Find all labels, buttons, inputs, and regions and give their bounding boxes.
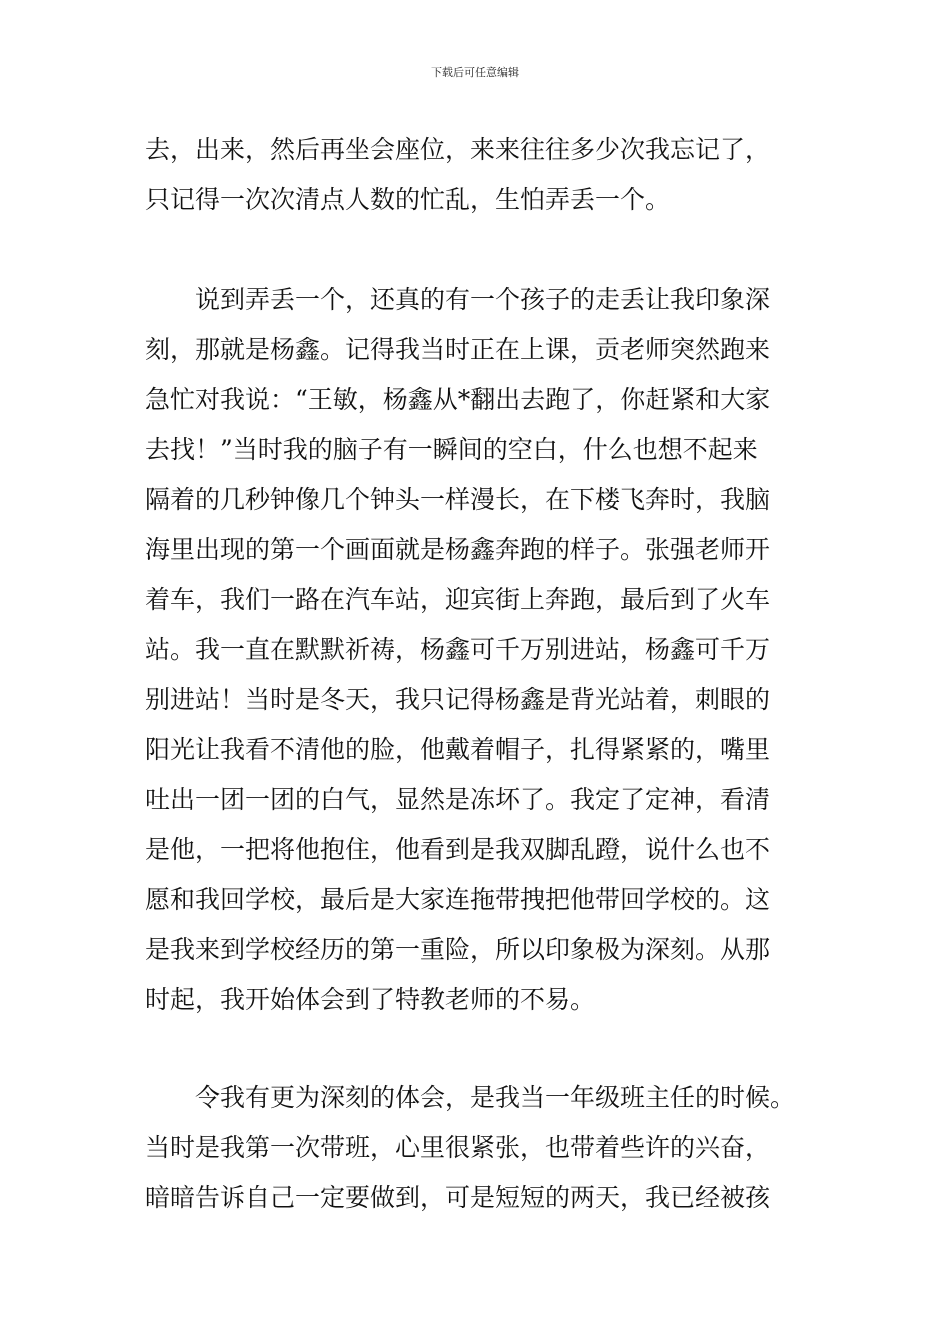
text-line: 当时是我第一次带班，心里很紧张，也带着些许的兴奋， (145, 1133, 771, 1162)
text-line: 暗暗告诉自己一定要做到，可是短短的两天，我已经被孩 (145, 1183, 771, 1212)
page-header: 下载后可任意编辑 (431, 66, 519, 79)
text-line: 时起，我开始体会到了特教老师的不易。 (145, 985, 596, 1014)
text-line: 站。我一直在默默祈祷，杨鑫可千万别进站，杨鑫可千万 (145, 635, 771, 664)
text-line: 说到弄丢一个，还真的有一个孩子的走丢让我印象深 (145, 285, 771, 314)
text-line: 是我来到学校经历的第一重险，所以印象极为深刻。从那 (145, 935, 771, 964)
text-line: 是他，一把将他抱住，他看到是我双脚乱蹬，说什么也不 (145, 835, 771, 864)
text-line: 阳光让我看不清他的脸，他戴着帽子，扎得紧紧的，嘴里 (145, 735, 771, 764)
text-line: 愿和我回学校，最后是大家连拖带拽把他带回学校的。这 (145, 885, 771, 914)
text-line: 只记得一次次清点人数的忙乱，生怕弄丢一个。 (145, 185, 671, 214)
text-line: 别进站！当时是冬天，我只记得杨鑫是背光站着，刺眼的 (145, 685, 771, 714)
text-line: 刻，那就是杨鑫。记得我当时正在上课，贡老师突然跑来 (145, 335, 771, 364)
text-line: 去找！”当时我的脑子有一瞬间的空白，什么也想不起来 (145, 435, 758, 464)
text-line: 令我有更为深刻的体会，是我当一年级班主任的时候。 (145, 1083, 796, 1112)
text-line: 海里出现的第一个画面就是杨鑫奔跑的样子。张强老师开 (145, 535, 771, 564)
text-line: 着车，我们一路在汽车站，迎宾街上奔跑，最后到了火车 (145, 585, 771, 614)
text-line: 急忙对我说：“王敏，杨鑫从*翻出去跑了，你赶紧和大家 (145, 385, 771, 414)
text-line: 吐出一团一团的白气，显然是冻坏了。我定了定神，看清 (145, 785, 771, 814)
text-line: 去，出来，然后再坐会座位，来来往往多少次我忘记了， (145, 135, 771, 164)
text-line: 隔着的几秒钟像几个钟头一样漫长，在下楼飞奔时，我脑 (145, 485, 771, 514)
